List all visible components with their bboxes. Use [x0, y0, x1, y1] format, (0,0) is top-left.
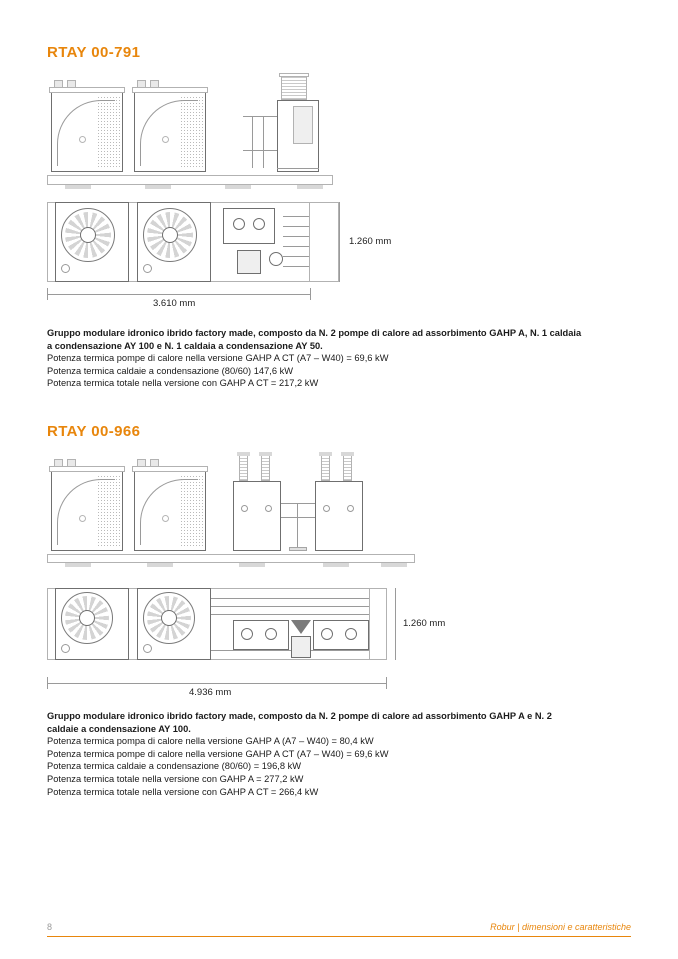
boiler-2-flue-cap-b — [341, 452, 354, 456]
length-dimension-label: 3.610 mm — [153, 298, 196, 309]
base-foot-3 — [225, 185, 251, 189]
description-line: Potenza termica pompe di calore nella versione GAHP A CT (A7 – W40) = 69,6 kW — [47, 748, 389, 759]
pipe-connector-h2 — [281, 517, 315, 518]
plan-outlet — [269, 252, 283, 266]
section-title: RTAY 00-791 — [47, 44, 141, 61]
boiler-2-knob-1 — [323, 505, 330, 512]
boiler-2-flue-cap-a — [319, 452, 332, 456]
footer-note: Robur | dimensioni e caratteristiche — [490, 922, 631, 932]
boiler-flue-duct — [281, 76, 307, 100]
plan-boiler-1-port-b — [265, 628, 277, 640]
base-frame — [47, 175, 333, 185]
base-foot-1 — [65, 185, 91, 189]
heat-pump-unit-a-vent-right — [67, 80, 76, 88]
fan-a-hub — [79, 610, 95, 626]
heat-pump-unit-b-vent-left — [137, 80, 146, 88]
plan-right-cap — [369, 588, 387, 660]
pipe-connector-base — [289, 547, 307, 551]
heat-pump-unit-b-vent-right — [150, 459, 159, 467]
figure-rtay-00-966-plan — [47, 578, 446, 698]
pipe-connector-h1 — [281, 503, 315, 504]
plan-unit-a-logo — [61, 644, 70, 653]
fan-b-hub — [161, 610, 177, 626]
heat-pump-unit-b-logo — [162, 515, 169, 522]
boiler-1-knob-1 — [241, 505, 248, 512]
height-dimension-label: 1.260 mm — [349, 236, 392, 247]
plan-right-cap — [309, 202, 339, 282]
base-foot-5 — [381, 563, 407, 567]
plan-valve-1 — [233, 218, 245, 230]
heat-pump-unit-b-vent-right — [150, 80, 159, 88]
plan-funnel-icon — [291, 620, 311, 634]
section-title: RTAY 00-966 — [47, 423, 141, 440]
boiler-1-flue-cap-a — [237, 452, 250, 456]
page-number: 8 — [47, 922, 53, 932]
section-rtay-00-966 — [47, 423, 631, 450]
description-line: Gruppo modulare idronico ibrido factory made, composto da N. 2 pompe di calore ad assorbimento GAHP A e N. 2 — [47, 711, 552, 721]
pipe-vertical — [252, 116, 253, 168]
section-rtay-00-791 — [47, 44, 631, 71]
plan-boiler-1-port-a — [241, 628, 253, 640]
boiler-ay-100-second — [315, 481, 363, 551]
plan-manifold-block — [223, 208, 275, 244]
plan-rail-1 — [211, 598, 387, 599]
heat-pump-unit-a-vent-left — [54, 80, 63, 88]
base-foot-2 — [145, 185, 171, 189]
fan-a-hub — [80, 227, 96, 243]
base-foot-1 — [65, 563, 91, 567]
heat-pump-unit-a-logo — [79, 136, 86, 143]
heat-pump-unit-a-vent-right — [67, 459, 76, 467]
figure-rtay-00-791-plan — [47, 202, 392, 309]
fan-b-hub — [162, 227, 178, 243]
plan-rail-3 — [211, 614, 387, 615]
plan-unit-b-logo — [143, 264, 152, 273]
height-dim-tick-top — [339, 202, 340, 282]
height-dimension-label: 1.260 mm — [403, 618, 446, 629]
description-line: caldaie a condensazione AY 100. — [47, 723, 191, 734]
boiler-flue-cap — [279, 73, 309, 77]
base-frame — [47, 554, 415, 563]
description-line: Potenza termica caldaie a condensazione (80/60) = 196,8 kW — [47, 761, 302, 772]
boiler-1-knob-2 — [265, 505, 272, 512]
description-rtay-00-791 — [47, 327, 631, 390]
plan-rail-2 — [211, 606, 387, 607]
boiler-2-knob-2 — [347, 505, 354, 512]
description-line: a condensazione AY 100 e N. 1 caldaia a condensazione AY 50. — [47, 340, 323, 351]
description-line: Gruppo modulare idronico ibrido factory made, composto da N. 2 pompe di calore ad assorbimento GAHP A, N. 1 caldaia — [47, 328, 582, 338]
length-dim-line — [47, 294, 311, 295]
base-foot-4 — [297, 185, 323, 189]
plan-unit-b-logo — [143, 644, 152, 653]
footer-divider — [47, 936, 631, 937]
heat-pump-unit-a-vent-left — [54, 459, 63, 467]
description-line: Potenza termica totale nella versione con GAHP A CT = 217,2 kW — [47, 378, 319, 389]
boiler-2-flue-a — [321, 455, 330, 481]
length-dim-tick-right — [310, 288, 311, 300]
height-dim-tick — [395, 588, 396, 660]
length-dimension-label: 4.936 mm — [189, 687, 232, 698]
length-dim-tick-left — [47, 288, 48, 300]
plan-valve-2 — [253, 218, 265, 230]
length-dim-tick-right — [386, 677, 387, 689]
base-foot-3 — [239, 563, 265, 567]
description-line: Potenza termica totale nella versione con GAHP A = 277,2 kW — [47, 773, 304, 784]
boiler-1-flue-b — [261, 455, 270, 481]
figure-rtay-00-791-elevation — [47, 76, 337, 194]
pipe-connector-v — [297, 503, 298, 551]
boiler-base-line — [277, 168, 319, 169]
length-dim-tick-left — [47, 677, 48, 689]
plan-unit-a-logo — [61, 264, 70, 273]
description-line: Potenza termica pompa di calore nella versione GAHP A (A7 – W40) = 80,4 kW — [47, 736, 374, 747]
length-dim-line — [47, 683, 387, 684]
pipe-horizontal-lower — [243, 150, 277, 151]
description-line: Potenza termica totale nella versione con GAHP A CT = 266,4 kW — [47, 786, 319, 797]
figure-rtay-00-966-elevation — [47, 455, 427, 567]
heat-pump-unit-b-logo — [162, 136, 169, 143]
plan-boiler-2-port-b — [345, 628, 357, 640]
base-foot-2 — [147, 563, 173, 567]
description-rtay-00-966 — [47, 710, 631, 798]
boiler-2-flue-b — [343, 455, 352, 481]
heat-pump-unit-a-logo — [79, 515, 86, 522]
boiler-ay-100-first — [233, 481, 281, 551]
pipe-horizontal-upper — [243, 116, 277, 117]
description-line: Potenza termica caldaie a condensazione (80/60) 147,6 kW — [47, 365, 293, 376]
plan-boiler-2-port-a — [321, 628, 333, 640]
base-foot-4 — [323, 563, 349, 567]
boiler-1-flue-a — [239, 455, 248, 481]
plan-pump-box — [237, 250, 261, 274]
boiler-1-flue-cap-b — [259, 452, 272, 456]
boiler-panel — [293, 106, 313, 144]
pipe-vertical-2 — [263, 116, 264, 168]
plan-drain-box — [291, 636, 311, 658]
heat-pump-unit-b-vent-left — [137, 459, 146, 467]
description-line: Potenza termica pompe di calore nella versione GAHP A CT (A7 – W40) = 69,6 kW — [47, 353, 389, 364]
